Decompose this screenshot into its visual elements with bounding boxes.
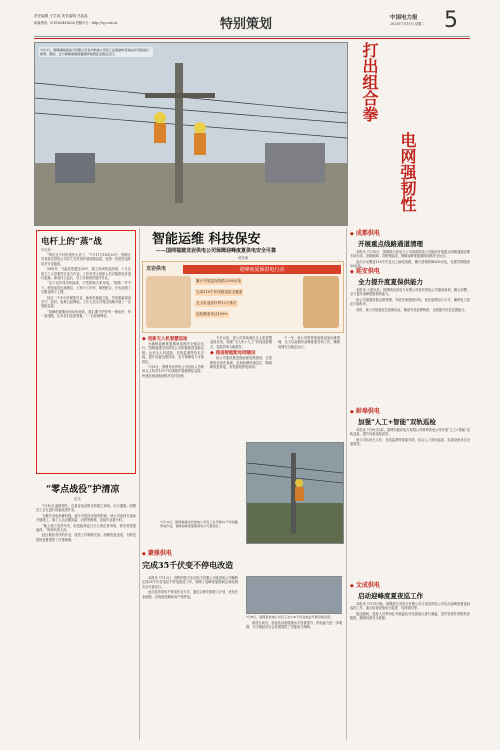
infographic-stat: 无人机巡检杆塔12万基次 [196, 301, 237, 305]
column-divider [346, 228, 347, 740]
paragraph: 本报讯 入夏以来，国网陕西省电力有限公司延安供电公司提前谋划、精心部署，全力提升迎峰度夏保供能力。 [350, 288, 470, 297]
right-article-3 [350, 406, 470, 586]
line-work-photo [247, 443, 343, 543]
paragraph: 此次改造采用不停电作业方式，通过合理安排施工计划、优化作业流程，实现改造期间用户零停电。 [142, 590, 238, 599]
top-banner-photo [34, 42, 348, 226]
headline-part1: 打出组合拳 [360, 42, 379, 122]
bottom-center-section: ◆ 蒙鼎供电 [142, 548, 172, 557]
right-article-section: ◆ 延安供电 [350, 266, 470, 275]
editor-credit: 责任编辑 王学成 美术编辑 吕晶晶 [34, 14, 88, 18]
paragraph: 该公司加快推进智能配电网建设，完善配电自动化系统，实现故障快速定位、隔离和恢复供电，有效缩短停电时间。 [210, 356, 272, 370]
bottom-center-title: 完成35千伏变不停电改造 [142, 560, 234, 570]
right-article-title: 启动迎峰度夏夜巡工作 [358, 592, 423, 600]
infographic-stat: 累计开展巡视线路2300余条 [196, 279, 242, 283]
paragraph: 7月8日，国网龙岩供电公司运检人员利用无人机对110千伏线路开展精细化巡检，快速发现设备缺陷并及时处理。 [142, 365, 204, 378]
page-number: 5 [444, 8, 458, 33]
center-article-author: 黄赛楠 [238, 256, 249, 260]
paragraph: “迎峰度夏期间用电负荷高，我们要守护好每一根电杆、每一条线路，让乡亲们清凉度夏。”一名老师傅说。 [41, 309, 131, 319]
header-rule [34, 36, 470, 37]
right-article-section: ◆ 蚌埠供电 [350, 406, 470, 415]
bottom-center-photo [246, 576, 342, 614]
bottom-center-col-1 [142, 576, 238, 736]
paragraph: “我们这个村的电杆太老了，”7月11日18时30分，国网江苏省宿迁供电公司员工在村里开展线路巡视，发现一处老化电杆存在安全隐患。 [41, 253, 131, 266]
paper-name: 中国电力报 [390, 15, 418, 21]
paragraph: “晚上施工虽然辛苦，但是能保证白天大家正常用电，我们觉得很值得。”现场负责人说。 [36, 523, 136, 533]
paragraph: 下一步，该公司将持续加强设备运维管理，全力以赴做好迎峰度夏各项工作，确保电网安全稳定运行。 [278, 336, 340, 349]
headline-part2: 电网强韧性 [398, 132, 417, 212]
left-article-title: 电杆上的“蒸”战 [41, 237, 102, 247]
right-article-section: ◆ 文成供电 [350, 580, 470, 589]
center-article-title: 智能运维 科技保安 [152, 232, 261, 247]
center-col-1 [142, 336, 204, 526]
bottom-center-photo-caption: 7月8日，国网某供电公司员工对110千伏变电站开展设备巡视。 [246, 615, 334, 619]
left-bottom-article [34, 478, 138, 740]
center-subhead: ◆ 推进智能配电网建设 [210, 350, 272, 356]
section-title: 特别策划 [220, 17, 273, 32]
column-divider [139, 228, 140, 740]
top-photo-caption: 7月1日，国网湖南省电力有限公司长沙供电公司员工在银盆岭变电站对设备进行保养、测试，全力保障迎峰度夏期间电网安全稳定运行。 [39, 47, 153, 57]
paragraph: 该公司运用无人机、在线监测等智能手段，结合人工现场巡视，实现设备状态全面掌控。 [350, 437, 470, 447]
paragraph: 改造完成后，变电站设备健康水平显著提升，供电能力进一步增强，为当地经济社会发展提供了坚强电力保障。 [246, 621, 342, 630]
contact-info: 新闻热线：(010)63416636 投稿平台：http://tg.com.cn [34, 21, 118, 25]
paragraph: 18时许，气温依然超过35℃，施工现场热浪滚滚，十几名电力工人顶着烈日奋力作业。工作负责人组织人员对隐患电杆进行更换，新电杆立起后，各工作面同时展开作业。 [41, 267, 131, 281]
paragraph: 同时，该公司组建应急抢修队伍，储备充足抢修物资，全面提升应急处置能力。 [356, 307, 468, 312]
paragraph: 今年以来，该公司持续深化无人机智慧巡检应用，构建“无人机+人工”协同巡检模式，巡检效率大幅提升。 [210, 336, 272, 349]
center-article-subtitle: ——国网福建龙岩供电公司保障迎峰度夏供电安全可靠 [156, 248, 277, 254]
paragraph: “这个电杆得尽快换掉，不然影响大家用电。”随着一声令下，班组成员迅速就位，大家分工协作、紧密配合，汗水浸透了衣服也顾不上擦。 [41, 281, 131, 295]
paragraph: 夜巡期间，巡视人员利用红外测温仪对设备接头进行测温，及时发现并消除发热隐患，确保设备安全度夏。 [350, 611, 470, 621]
left-article-body [41, 253, 131, 320]
left-article-author: 何佳欣 [41, 248, 52, 252]
power-line-scene [35, 43, 347, 225]
paragraph: 经过紧张有序的作业，改造工作顺利完成，线路恢复送电，为附近居民度夏提供了可靠保障。 [36, 533, 136, 542]
paragraph: 经过一个多小时紧张作业，新电杆稳稳立起，导线重新架设完毕。此时，夜幕已经降临，工作人员又对周边线路开展了一次细致巡查。 [41, 295, 131, 309]
infographic-stat: 巡检覆盖率达100% [196, 312, 228, 316]
left-bottom-body [36, 504, 136, 543]
right-article-section: ◆ 成都供电 [350, 228, 470, 237]
infographic-tower [303, 276, 339, 328]
bottom-center-col-2 [246, 576, 342, 736]
infographic-banner: 迎峰度夏保供电行动 [183, 265, 341, 274]
paragraph: 7月10日凌晨零时，在某变电站附近的施工现场，灯火通明。国网员工正在进行设备改造作业。 [36, 504, 136, 513]
header-red-rule [34, 38, 470, 39]
paragraph: 为确保迎峰度夏期间电网安全稳定运行，国网福建龙岩供电公司积极推进智能运维，运用无人机巡检、在线监测等技术手段，提升设备运维效率，全力保障电力可靠供应。 [142, 342, 204, 364]
left-feature-article [36, 230, 136, 474]
right-article-title: 全力提升度夏保供能力 [358, 278, 423, 286]
paragraph: 本报讯 7月10日，国网四川省电力公司成都供电公司组织开展重点线路通道清理专项行动，消除树障、异物等隐患，保障迎峰度夏期间线路安全运行。 [350, 250, 470, 259]
left-bottom-author: 赵伟 [74, 497, 81, 501]
center-subhead: ◆ 创新无人机智慧巡检 [142, 336, 204, 342]
issue-date: 2025年7月15日 星期二 [390, 22, 425, 26]
paragraph: 为避开用电高峰时段，减少对居民用电的影响，该公司选择在夜间开展施工，施工人员克服高温、闷热等困难，连续作业数小时。 [36, 513, 136, 523]
right-article-title: 开展重点线路通道清理 [358, 240, 423, 248]
infographic-stat: 完成110千伏线路巡检全覆盖 [196, 290, 243, 294]
right-article-title: 加强“人工+智能”双轨巡检 [358, 418, 436, 426]
paragraph: 本报讯 7月11日晚，国网浙江省电力有限公司文成县供电公司启动迎峰度夏夜间巡视工作，重点检查设备运行温度、负荷情况等。 [350, 602, 470, 611]
infographic-illustration [146, 276, 191, 328]
paragraph: 本报讯 7月12日，国网内蒙古东部电力有限公司某供电公司顺利完成35千伏变电站不停电改造工作，保障了迎峰度夏期间区域电网安全可靠运行。 [142, 576, 238, 589]
paragraph: 本报讯 7月8日以来，国网安徽省电力有限公司蚌埠供电公司开展“人工+智能”双轨巡检，提升设备巡检质效。 [350, 428, 470, 437]
paragraph: 此次行动覆盖110千伏及以上输电线路，累计清理树障300余处，处置异物隐患50余起。 [350, 259, 470, 269]
right-column [350, 228, 470, 740]
feature-headline [352, 42, 470, 224]
center-photo-caption: 7月10日，国网福建龙岩供电公司员工在开展10千伏线路带电作业，保障迎峰度夏期间电力可靠供应。 [160, 520, 238, 528]
infographic-logo: 龙岩供电 [146, 266, 167, 272]
left-bottom-title: “零点战役”护清凉 [46, 485, 120, 495]
bottom-center-article [142, 548, 342, 740]
paragraph: 该公司加强设备运维管理，开展负荷预测分析，优化电网运行方式，确保电力供应平稳有序。 [350, 297, 470, 307]
right-article-4 [350, 580, 470, 740]
infographic [142, 261, 344, 333]
center-photo [246, 442, 344, 544]
